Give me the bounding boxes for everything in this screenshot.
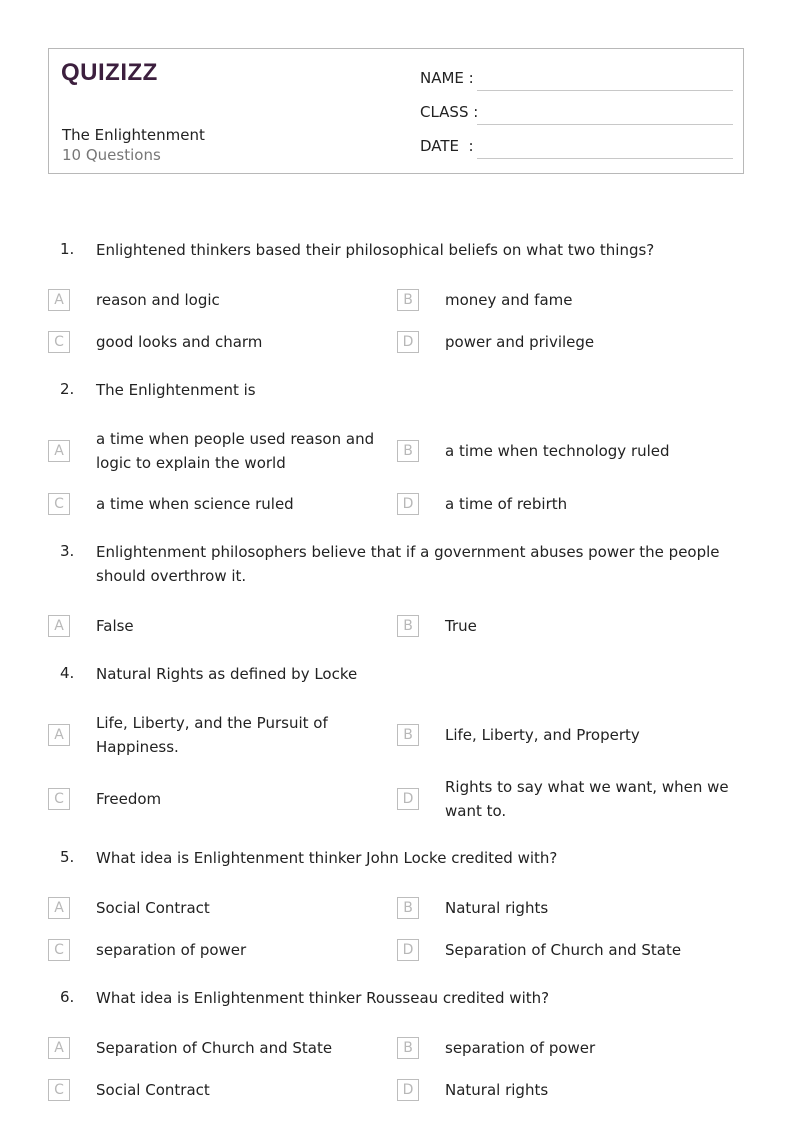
name-line[interactable] [477,90,733,91]
question-count: 10 Questions [62,146,161,164]
option-text: Natural rights [445,899,549,917]
question-text: Enlightened thinkers based their philosophical beliefs on what two things? [96,241,655,259]
quizizz-logo: QUIZIZZ [61,59,158,86]
option-text: Natural rights [445,1081,549,1099]
option-a[interactable] [48,1037,333,1059]
option-c[interactable] [48,331,263,353]
question-text: The Enlightenment is [96,381,256,399]
date-field[interactable] [420,137,733,155]
question-text: Natural Rights as defined by Locke [96,665,358,683]
worksheet-title: The Enlightenment [62,126,205,144]
option-a[interactable] [48,714,328,756]
option-text: Freedom [96,790,162,808]
option-b[interactable] [397,724,640,746]
option-text: good looks and charm [96,333,263,351]
option-text: Social Contract [96,1081,210,1099]
option-letter-badge: C [48,788,70,810]
option-letter-badge: A [48,724,70,746]
option-text: False [96,617,134,635]
option-letter-badge: A [48,289,70,311]
name-field[interactable] [420,69,733,87]
option-text: True [445,617,477,635]
option-letter-badge: B [397,724,419,746]
option-d[interactable] [397,939,682,961]
class-field[interactable] [420,103,733,121]
option-letter-badge: C [48,493,70,515]
class-label: CLASS : [420,103,479,121]
option-letter-badge: D [397,939,419,961]
date-line[interactable] [477,158,733,159]
question-number: 6. [60,988,75,1006]
option-a[interactable] [48,289,220,311]
worksheet-header [48,48,744,174]
option-text: Rights to say what we want, when we want to. [445,778,729,820]
option-d[interactable] [397,1079,549,1101]
option-b[interactable] [397,1037,596,1059]
option-text: a time when people used reason and logic to explain the world [96,430,375,472]
option-letter-badge: C [48,939,70,961]
option-text: a time of rebirth [445,495,568,513]
option-letter-badge: D [397,331,419,353]
option-letter-badge: C [48,331,70,353]
option-text: Separation of Church and State [445,941,682,959]
option-letter-badge: A [48,615,70,637]
option-text: separation of power [96,941,247,959]
option-b[interactable] [397,289,573,311]
option-a[interactable] [48,615,134,637]
option-text: money and fame [445,291,573,309]
class-line[interactable] [477,124,733,125]
option-text: power and privilege [445,333,595,351]
option-letter-badge: A [48,897,70,919]
name-label: NAME : [420,69,474,87]
question-number: 3. [60,542,75,560]
option-letter-badge: D [397,493,419,515]
question-number: 1. [60,240,75,258]
option-letter-badge: D [397,788,419,810]
option-letter-badge: B [397,1037,419,1059]
option-text: reason and logic [96,291,220,309]
option-a[interactable] [48,430,375,472]
option-c[interactable] [48,1079,210,1101]
option-text: Life, Liberty, and Property [445,726,640,744]
option-c[interactable] [48,939,247,961]
option-letter-badge: B [397,440,419,462]
option-d[interactable] [397,331,595,353]
option-letter-badge: D [397,1079,419,1101]
option-letter-badge: A [48,440,70,462]
option-b[interactable] [397,440,670,462]
option-text: Separation of Church and State [96,1039,333,1057]
question-number: 5. [60,848,75,866]
question-text: Enlightenment philosophers believe that if a government abuses power the people should overthrow it. [96,543,720,585]
option-a[interactable] [48,897,210,919]
option-b[interactable] [397,897,549,919]
option-text: Social Contract [96,899,210,917]
option-text: separation of power [445,1039,596,1057]
option-letter-badge: C [48,1079,70,1101]
option-letter-badge: A [48,1037,70,1059]
option-c[interactable] [48,788,162,810]
option-letter-badge: B [397,897,419,919]
option-letter-badge: B [397,615,419,637]
date-label: DATE : [420,137,474,155]
option-text: a time when science ruled [96,495,294,513]
question-number: 2. [60,380,75,398]
option-text: a time when technology ruled [445,442,670,460]
option-b[interactable] [397,615,477,637]
option-d[interactable] [397,493,568,515]
option-letter-badge: B [397,289,419,311]
question-number: 4. [60,664,75,682]
question-text: What idea is Enlightenment thinker John Locke credited with? [96,849,558,867]
option-d[interactable] [397,778,729,820]
option-text: Life, Liberty, and the Pursuit of Happiness. [96,714,328,756]
question-text: What idea is Enlightenment thinker Rousseau credited with? [96,989,550,1007]
option-c[interactable] [48,493,294,515]
